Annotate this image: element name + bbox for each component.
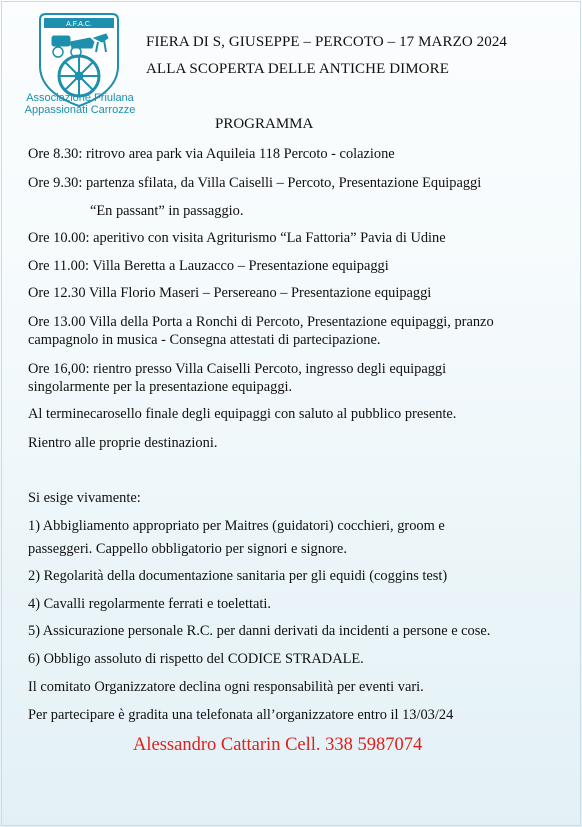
schedule-item-continuation: campagnolo in musica - Consegna attestati di partecipazione. (28, 332, 381, 348)
schedule-item-continuation: “En passant” in passaggio. (90, 203, 244, 219)
contact-line: Alessandro Cattarin Cell. 338 5987074 (133, 735, 423, 755)
schedule-item: Al terminecarosello finale degli equipaggi con saluto al pubblico presente. (28, 406, 457, 422)
wheel-icon (59, 56, 99, 96)
programma-title: PROGRAMMA (215, 116, 314, 132)
schedule-item: Rientro alle proprie destinazioni. (28, 435, 218, 451)
schedule-item-continuation: singolarmente per la presentazione equipaggi. (28, 379, 293, 395)
logo-acronym: A.F.A.C. (66, 21, 92, 28)
logo-caption-line2: Appassionati Carrozze (24, 104, 136, 116)
schedule-item: Ore 8.30: ritrovo area park via Aquileia 118 Percoto - colazione (28, 146, 395, 162)
event-title: FIERA DI S, GIUSEPPE – PERCOTO – 17 MARZO 2024 (146, 34, 508, 50)
schedule-item: Ore 11.00: Villa Beretta a Lauzacco – Presentazione equipaggi (28, 258, 389, 274)
schedule-item: Ore 12.30 Villa Florio Maseri – Persereano – Presentazione equipaggi (28, 285, 432, 301)
requirements-intro: Si esige vivamente: (28, 490, 141, 506)
requirement-item: 6) Obbligo assoluto di rispetto del CODICE STRADALE. (28, 651, 364, 667)
requirement-item: 5) Assicurazione personale R.C. per danni derivati da incidenti a persone e cose. (28, 623, 491, 639)
requirement-item: 2) Regolarità della documentazione sanitaria per gli equidi (coggins test) (28, 568, 448, 584)
schedule-item: Ore 9.30: partenza sfilata, da Villa Caiselli – Percoto, Presentazione Equipaggi (28, 175, 482, 191)
registration-note: Per partecipare è gradita una telefonata all’organizzatore entro il 13/03/24 (28, 707, 454, 723)
logo-caption-line1: Associazione Friulana (26, 92, 134, 104)
requirement-item-continuation: passeggeri. Cappello obbligatorio per signori e signore. (28, 541, 347, 557)
event-subtitle: ALLA SCOPERTA DELLE ANTICHE DIMORE (146, 61, 449, 77)
requirement-item: 4) Cavalli regolarmente ferrati e toelettati. (28, 596, 271, 612)
requirement-item: 1) Abbigliamento appropriato per Maitres (guidatori) cocchieri, groom e (28, 518, 445, 534)
schedule-item: Ore 13.00 Villa della Porta a Ronchi di Percoto, Presentazione equipaggi, pranzo (28, 314, 494, 330)
schedule-item: Ore 16,00: rientro presso Villa Caiselli Percoto, ingresso degli equipaggi (28, 361, 447, 377)
schedule-item: Ore 10.00: aperitivo con visita Agriturismo “La Fattoria” Pavia di Udine (28, 230, 446, 246)
disclaimer-text: Il comitato Organizzatore declina ogni responsabilità per eventi vari. (28, 679, 424, 695)
